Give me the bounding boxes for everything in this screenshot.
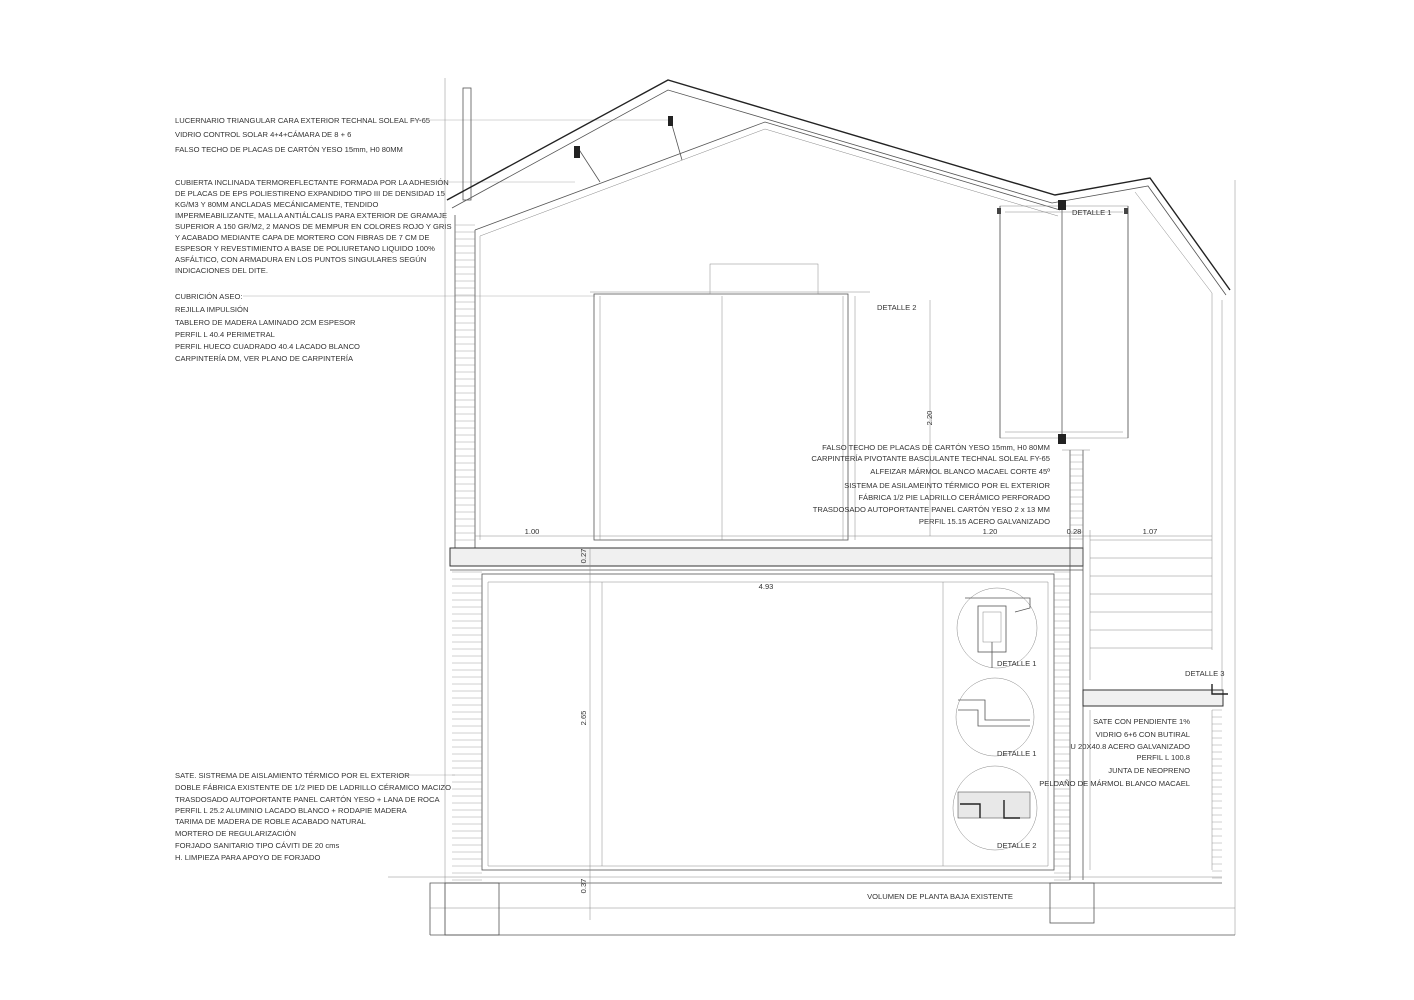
note-line: SATE CON PENDIENTE 1% bbox=[1093, 717, 1190, 726]
note-line: SISTEMA DE ASILAMEINTO TÉRMICO POR EL EXTERIOR bbox=[844, 481, 1050, 490]
pivot-window bbox=[997, 200, 1128, 444]
note-line: FORJADO SANITARIO TIPO CÁVITI DE 20 cms bbox=[175, 841, 340, 850]
note-line: IMPERMEABILIZANTE, MALLA ANTIÁLCALIS PARA EXTERIOR DE GRAMAJE bbox=[175, 211, 448, 220]
roof-inner bbox=[475, 122, 1060, 230]
dimension-label: 4.93 bbox=[758, 582, 774, 591]
note-line: U 20X40.8 ACERO GALVANIZADO bbox=[1070, 742, 1190, 751]
note-line: CARPINTERÍA DM, VER PLANO DE CARPINTERÍA bbox=[175, 354, 354, 363]
detail-circle-2 bbox=[956, 678, 1034, 756]
note-line: ALFEIZAR MÁRMOL BLANCO MACAEL CORTE 45º bbox=[870, 467, 1050, 476]
note-line: TABLERO DE MADERA LAMINADO 2CM ESPESOR bbox=[175, 318, 356, 327]
note-line: SUPERIOR A 150 GR/M2, 2 MANOS DE MEMPUR EN COLORES ROJO Y GRIS bbox=[175, 222, 452, 231]
chimney bbox=[463, 88, 471, 200]
footing-right bbox=[1050, 883, 1094, 923]
note-line: PERFIL L 40.4 PERIMETRAL bbox=[175, 330, 275, 339]
note-line: VIDRIO CONTROL SOLAR 4+4+CÁMARA DE 8 + 6 bbox=[175, 130, 352, 139]
lower-room bbox=[482, 574, 1054, 870]
note-line: MORTERO DE REGULARIZACIÓN bbox=[175, 829, 296, 838]
note-line: REJILLA IMPULSIÓN bbox=[175, 305, 249, 314]
notes-roof bbox=[175, 178, 452, 275]
detail-label: DETALLE 2 bbox=[997, 841, 1037, 850]
note-line: DE PLACAS DE EPS POLIESTIRENO EXPANDIDO TIPO III DE DENSIDAD 15 bbox=[175, 189, 445, 198]
note-line: FÁBRICA 1/2 PIE LADRILLO CERÁMICO PERFORADO bbox=[858, 493, 1050, 502]
landing-slab bbox=[1083, 690, 1223, 706]
note-line: CARPINTERÍA PIVOTANTE BASCULANTE TECHNAL SOLEAL FY-65 bbox=[811, 454, 1050, 463]
note-line: PERFIL L 100.8 bbox=[1136, 753, 1190, 762]
note-line: TARIMA DE MADERA DE ROBLE ACABADO NATURAL bbox=[175, 817, 366, 826]
note-line: FALSO TECHO DE PLACAS DE CARTÓN YESO 15mm, H0 80MM bbox=[822, 443, 1050, 452]
note-line: CUBRICIÓN ASEO: bbox=[175, 292, 243, 301]
building-section bbox=[388, 78, 1235, 935]
notes-right bbox=[1039, 717, 1190, 788]
note-line: VIDRIO 6+6 CON BUTIRAL bbox=[1095, 730, 1190, 739]
note-line: DOBLE FÁBRICA EXISTENTE DE 1/2 PIED DE LADRILLO CÉRAMICO MACIZO bbox=[175, 783, 451, 792]
notes-left-top bbox=[175, 116, 430, 154]
bathroom-box bbox=[594, 294, 848, 540]
detail-label: DETALLE 2 bbox=[877, 303, 917, 312]
note-line: PERFIL 15.15 ACERO GALVANIZADO bbox=[918, 517, 1050, 526]
note-line: CUBIERTA INCLINADA TERMOREFLECTANTE FORMADA POR LA ADHESIÓN bbox=[175, 178, 449, 187]
note-line: ASFÁLTICO, CON ARMADURA EN LOS PUNTOS SINGULARES SEGÚN bbox=[175, 255, 427, 264]
notes-aseo bbox=[175, 292, 360, 363]
notes-center bbox=[811, 443, 1050, 526]
dimension-label: 2.20 bbox=[925, 410, 934, 426]
detail-label: DETALLE 3 bbox=[1185, 669, 1225, 678]
stair bbox=[1090, 530, 1212, 680]
notes-bottom bbox=[175, 771, 451, 862]
note-line: INDICACIONES DEL DITE. bbox=[175, 266, 268, 275]
note-line: TRASDOSADO AUTOPORTANTE PANEL CARTÓN YESO 2 x 13 MM bbox=[812, 505, 1050, 514]
skylight-mullion bbox=[578, 148, 600, 182]
detail-label: DETALLE 1 bbox=[997, 749, 1037, 758]
note-line: JUNTA DE NEOPRENO bbox=[1108, 766, 1190, 775]
dimension-label: 1.07 bbox=[1142, 527, 1158, 536]
floor-slab bbox=[450, 548, 1083, 566]
dimension-label: 1.00 bbox=[524, 527, 540, 536]
detail-circle-1 bbox=[957, 588, 1037, 668]
note-line: PERFIL HUECO CUADRADO 40.4 LACADO BLANCO bbox=[175, 342, 360, 351]
note-line: H. LIMPIEZA PARA APOYO DE FORJADO bbox=[175, 853, 321, 862]
detail-label: DETALLE 1 bbox=[997, 659, 1037, 668]
dimension-label: 1.20 bbox=[982, 527, 998, 536]
note-line: TRASDOSADO AUTOPORTANTE PANEL CARTÓN YESO + LANA DE ROCA bbox=[175, 795, 440, 804]
roof-outer bbox=[447, 80, 1230, 290]
dimension-label: 2.65 bbox=[579, 710, 588, 726]
note-line: FALSO TECHO DE PLACAS DE CARTÓN YESO 15mm, H0 80MM bbox=[175, 145, 403, 154]
footing-left bbox=[445, 883, 499, 935]
dimension-label: 0.28 bbox=[1066, 527, 1082, 536]
vent-grille bbox=[710, 264, 818, 294]
detail-label: DETALLE 1 bbox=[1072, 208, 1112, 217]
note-line: ESPESOR Y REVESTIMIENTO A BASE DE POLIURETANO LIQUIDO 100% bbox=[175, 244, 435, 253]
note-line: PERFIL L 25.2 ALUMINIO LACADO BLANCO + RODAPIE MADERA bbox=[175, 806, 407, 815]
foundation bbox=[430, 883, 1222, 935]
note-line: LUCERNARIO TRIANGULAR CARA EXTERIOR TECHNAL SOLEAL FY-65 bbox=[175, 116, 431, 125]
dimension-label: 0.27 bbox=[579, 548, 588, 564]
detail-circle-3 bbox=[953, 766, 1037, 850]
note-line: KG/M3 Y 80MM ANCLADAS MECÁNICAMENTE, TENDIDO bbox=[175, 200, 379, 209]
note-line: Y ACABADO MEDIANTE CAPA DE MORTERO CON FIBRAS DE 7 CM DE bbox=[175, 233, 430, 242]
dimension-label: 0.37 bbox=[579, 878, 588, 894]
note-line: SATE. SISTREMA DE AISLAMIENTO TÉRMICO POR EL EXTERIOR bbox=[175, 771, 410, 780]
footer-label: VOLUMEN DE PLANTA BAJA EXISTENTE bbox=[867, 892, 1013, 901]
note-line: PELDAÑO DE MÁRMOL BLANCO MACAEL bbox=[1039, 779, 1190, 788]
